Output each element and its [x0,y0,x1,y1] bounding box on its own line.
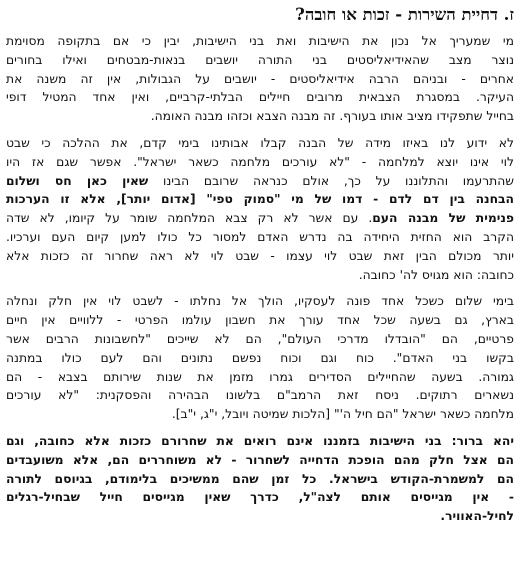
text-line [6,432,514,451]
text-run: לוי אינו יוצא למלחמה - "לא עורכים מלחמה כשאר ישראל". אפשר שגם אז היו [6,154,514,169]
text-run: לא ידוע לנו באיזו מידה של הבנה קבלו אבותינו בימי קדם, את ההלכה כי שבט [6,135,514,150]
bold-text: שאין כאן חס ושלום [6,173,149,188]
bold-text: פנימית של מבנה העם [372,211,514,226]
text-line [6,470,514,489]
text-line [6,51,514,70]
text-run: נשארים רתוקים. ניסח זאת הרמב"ם בלשונו הבהירה והפסקנית: "לא עורכים [6,388,514,403]
text-run: בימי שלום כשכל אחד פונה לעסקיו, הולך אל נחלתו - לשבט לוי אין חלק ונחלה [6,294,514,309]
text-run: העיקר. במסגרת הצבאית מרובים חיילים הבלתי-קרביים, ואין אחד המטיל דופי [6,90,514,105]
bold-text: יהא ברור: בני הישיבות בזמננו אינם רואים את שחרורם כזכות אלא כחובה, וגם [6,433,514,448]
text-run: בקשו בני האדם". כוח וגם וכוח נפשם נתונים והם לעם כולו במתנה [6,350,514,365]
text-line [6,228,514,247]
text-run: פרטיים, הם "הובדלו מדרכי העולם", הם לא שייכים "לחשבונות הרבים אשר [6,331,514,346]
text-line [6,451,514,470]
text-line [6,349,514,368]
text-run: גמורה. בשעה שהחיילים הסדירים גמרו מזמן את שנות שירותם בצבא - הם [6,369,514,384]
text-run: . עם אשר לא רק צבא המלחמה שומר על קיומו, לא שדה [6,211,373,226]
text-run: כחובה: הוא מגויס לה' כחובה. [358,267,514,282]
text-run: מלחמה כשאר ישראל "הם חיל ה'" [הלכות שמיטה ויובל, י"ג, י"ב]. [171,407,514,422]
text-run: יותר מכולם הבין זאת שבט לוי עצמו - שבט לוי לא ראה שחרור זה כזכות אלא [6,248,514,263]
text-line [6,88,514,107]
bold-text: הם אצל חלק מהם הופכת הדחייה לשחרור - לא משוחררים הם, אלא משועבדים [6,452,514,467]
text-run: בחייל שתפקידו מציב אותו בעורף. זה מבנה הצבא וכזהו מבנה האומה. [150,109,514,124]
document-body [6,32,514,526]
text-run: שהתרעמו והתלוננו על כך, אולם כנראה שרובם הבינו [148,173,514,188]
paragraph [6,292,514,424]
text-run: נוצר מצב שהאידיאליסטים בני התורה יושבים בנאות-מבטחים ואילו בחורים [6,52,514,67]
text-run: בארץ, גם בשעה שכל אחד עורך את חשבון עולמו הפרטי - ללוויים אין חיים [6,313,514,328]
text-line [6,488,514,507]
text-run: אחרים - ובניהם הרבה אידיאליסטים - יושבים על הגבולות, אין זה משנה את [6,71,514,86]
text-line [6,386,514,405]
paragraph [6,432,514,526]
text-run: מי שמעריך אל נכון את הישיבות ואת בני הישיבות, יבין כי אם בתקופה מסוימת [6,34,514,48]
text-line [6,134,514,153]
text-line [6,172,514,191]
text-line [6,405,514,424]
bold-text: לחיל-האוויר. [440,509,514,524]
text-line [6,190,514,209]
text-line [6,311,514,330]
text-line [6,368,514,387]
bold-text: הבחנה בין דם לדם - דמו של מי "סמוק טפי" [אדום יותר], אלא זו הערכות [6,192,514,207]
paragraph [6,32,514,126]
text-line [6,292,514,311]
bold-text: הם למשמרת-הקודש בישראל. כל זמן שהם ממשיכים בלימודם, בגיוסם לתורה [6,471,514,486]
text-run: הקרב הוא החזית היחידה בה נדרש האדם למסור כל כולו למען קיום העם וערכיו. [6,229,514,244]
text-line [6,32,514,51]
bold-text: - אין מגייסים אותם לצה"ל, כדרך שאין מגייסים חייל שבחיל-רגלים [6,490,514,505]
paragraph [6,134,514,284]
text-line [6,266,514,285]
text-line [6,507,514,526]
text-line [6,70,514,89]
text-line [6,209,514,228]
text-line [6,153,514,172]
section-heading: ז. דחיית השירות - זכות או חובה? [295,5,514,24]
text-line [6,247,514,266]
text-line [6,107,514,126]
text-line [6,330,514,349]
